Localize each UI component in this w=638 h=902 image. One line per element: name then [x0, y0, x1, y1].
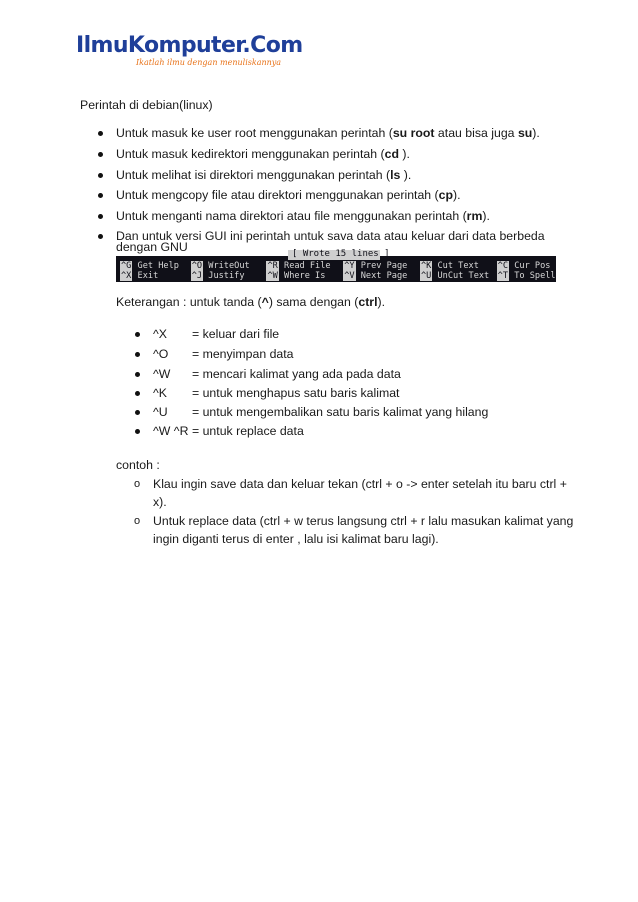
terminal-key: ^C — [497, 261, 509, 271]
bullet-icon — [135, 372, 140, 377]
terminal-key-label: Get Help — [137, 261, 179, 271]
shortcut-key: ^X — [153, 327, 167, 341]
logo-tagline: Ikatlah ilmu dengan menuliskannya — [136, 58, 282, 67]
list-item-text: Untuk mengcopy file atau direktori menggunakan perintah ( — [116, 188, 439, 202]
list-item — [116, 126, 540, 141]
example-text: x). — [153, 495, 167, 509]
shortcut-desc: = menyimpan data — [192, 347, 294, 361]
site-logo — [76, 33, 303, 73]
shortcut-desc: = mencari kalimat yang ada pada data — [192, 367, 401, 381]
circle-bullet-icon: o — [134, 478, 141, 490]
bullet-icon — [98, 234, 103, 239]
bullet-icon — [98, 214, 103, 219]
circle-bullet-icon: o — [134, 515, 141, 527]
terminal-key-label: Cur Pos — [514, 261, 551, 271]
terminal-key: ^G — [121, 261, 132, 271]
page-heading: Perintah di debian(linux) — [80, 98, 213, 112]
list-item-text: atau bisa juga — [434, 126, 518, 140]
command-su: su — [517, 126, 533, 140]
command-ls: ls — [390, 168, 401, 182]
list-item — [116, 147, 410, 162]
list-item-text: ). — [400, 168, 412, 182]
shortcut-key: ^K — [153, 386, 167, 400]
terminal-key-label: Exit — [137, 271, 159, 281]
list-item-text: ). — [453, 188, 461, 202]
terminal-key: ^J — [191, 271, 203, 281]
bullet-icon — [135, 352, 140, 357]
shortcut-key: ^W ^R — [153, 424, 189, 438]
list-item-text: Untuk masuk kedirektori menggunakan perintah ( — [116, 147, 385, 161]
ctrl-word: ctrl — [358, 295, 378, 309]
terminal-key-label: Read File — [284, 261, 331, 271]
terminal-key-label: UnCut Text — [437, 271, 490, 281]
list-item-text: ). — [482, 209, 490, 223]
command-cd: cd — [384, 147, 399, 161]
example-text: ingin diganti terus di enter , lalu isi kalimat baru lagi). — [153, 532, 439, 546]
list-item-text: ). — [398, 147, 410, 161]
shortcut-key: ^O — [153, 347, 169, 361]
terminal-key: ^U — [420, 271, 432, 281]
terminal-key: ^T — [497, 271, 509, 281]
list-item — [116, 209, 490, 224]
terminal-key: ^O — [191, 261, 203, 271]
bullet-icon — [98, 193, 103, 198]
example-text: Untuk replace data (ctrl + w terus langsung ctrl + r lalu masukan kalimat yang — [153, 514, 574, 528]
terminal-key-label: To Spell — [514, 271, 556, 281]
keterangan-line — [116, 295, 385, 310]
bullet-icon — [98, 152, 103, 157]
contoh-label: contoh : — [116, 458, 160, 472]
bullet-icon — [98, 173, 103, 178]
shortcut-desc: = untuk menghapus satu baris kalimat — [192, 386, 400, 400]
list-item — [116, 188, 461, 203]
terminal-key-label: Where Is — [284, 271, 326, 281]
terminal-key-label: Prev Page — [360, 261, 408, 271]
terminal-key: ^W — [267, 271, 278, 281]
terminal-key: ^R — [267, 261, 278, 271]
terminal-key: ^Y — [344, 261, 355, 271]
nano-shortcut-screenshot — [116, 249, 556, 282]
shortcut-desc: = untuk replace data — [192, 424, 304, 438]
shortcut-desc: = keluar dari file — [192, 327, 280, 341]
logo-part-com: .Com — [242, 33, 303, 58]
terminal-status-bar — [288, 249, 390, 260]
list-item-text: Dan untuk versi GUI ini perintah untuk sava data atau keluar dari data berbeda — [116, 229, 545, 243]
shortcut-key: ^W — [153, 367, 171, 381]
bullet-icon — [135, 391, 140, 396]
logo-wordmark — [76, 33, 303, 59]
keterangan-text: ). — [377, 295, 386, 309]
command-rm: rm — [466, 209, 483, 223]
terminal-shortcut-row — [120, 261, 550, 271]
terminal-key-label: Justify — [208, 271, 245, 281]
list-item-text: Untuk masuk ke user root menggunakan perintah ( — [116, 126, 393, 140]
keterangan-text: Keterangan : untuk tanda ( — [116, 295, 262, 309]
logo-part-komputer: Komputer — [127, 33, 243, 58]
command-cp: cp — [438, 188, 453, 202]
terminal-status-text: [ Wrote 15 lines ] — [292, 249, 390, 259]
keterangan-text: ) sama dengan ( — [268, 295, 359, 309]
terminal-key: ^V — [344, 271, 355, 281]
list-item-text: Untuk melihat isi direktori menggunakan perintah ( — [116, 168, 391, 182]
bullet-icon — [135, 429, 140, 434]
caret-symbol: ^ — [261, 295, 269, 309]
shortcut-desc: = untuk mengembalikan satu baris kalimat yang hilang — [192, 405, 489, 419]
terminal-key-label: Next Page — [360, 271, 408, 281]
bullet-icon — [135, 410, 140, 415]
list-item — [116, 168, 411, 183]
terminal-key-label: Cut Text — [437, 261, 479, 271]
list-item-text: ). — [532, 126, 540, 140]
terminal-key: ^K — [420, 261, 432, 271]
list-item-text: Untuk menganti nama direktori atau file menggunakan perintah ( — [116, 209, 467, 223]
terminal-key-label: WriteOut — [208, 261, 250, 271]
terminal-key: ^X — [121, 271, 132, 281]
shortcut-key: ^U — [153, 405, 168, 419]
command-su-root: su root — [392, 126, 435, 140]
example-text: Klau ingin save data dan keluar tekan (ctrl + o -> enter setelah itu baru ctrl + — [153, 477, 567, 491]
terminal-shortcut-row — [120, 271, 556, 281]
list-item-text: dengan GNU — [116, 240, 188, 254]
bullet-icon — [135, 332, 140, 337]
logo-part-ilmu: Ilmu — [76, 33, 128, 58]
bullet-icon — [98, 131, 103, 136]
